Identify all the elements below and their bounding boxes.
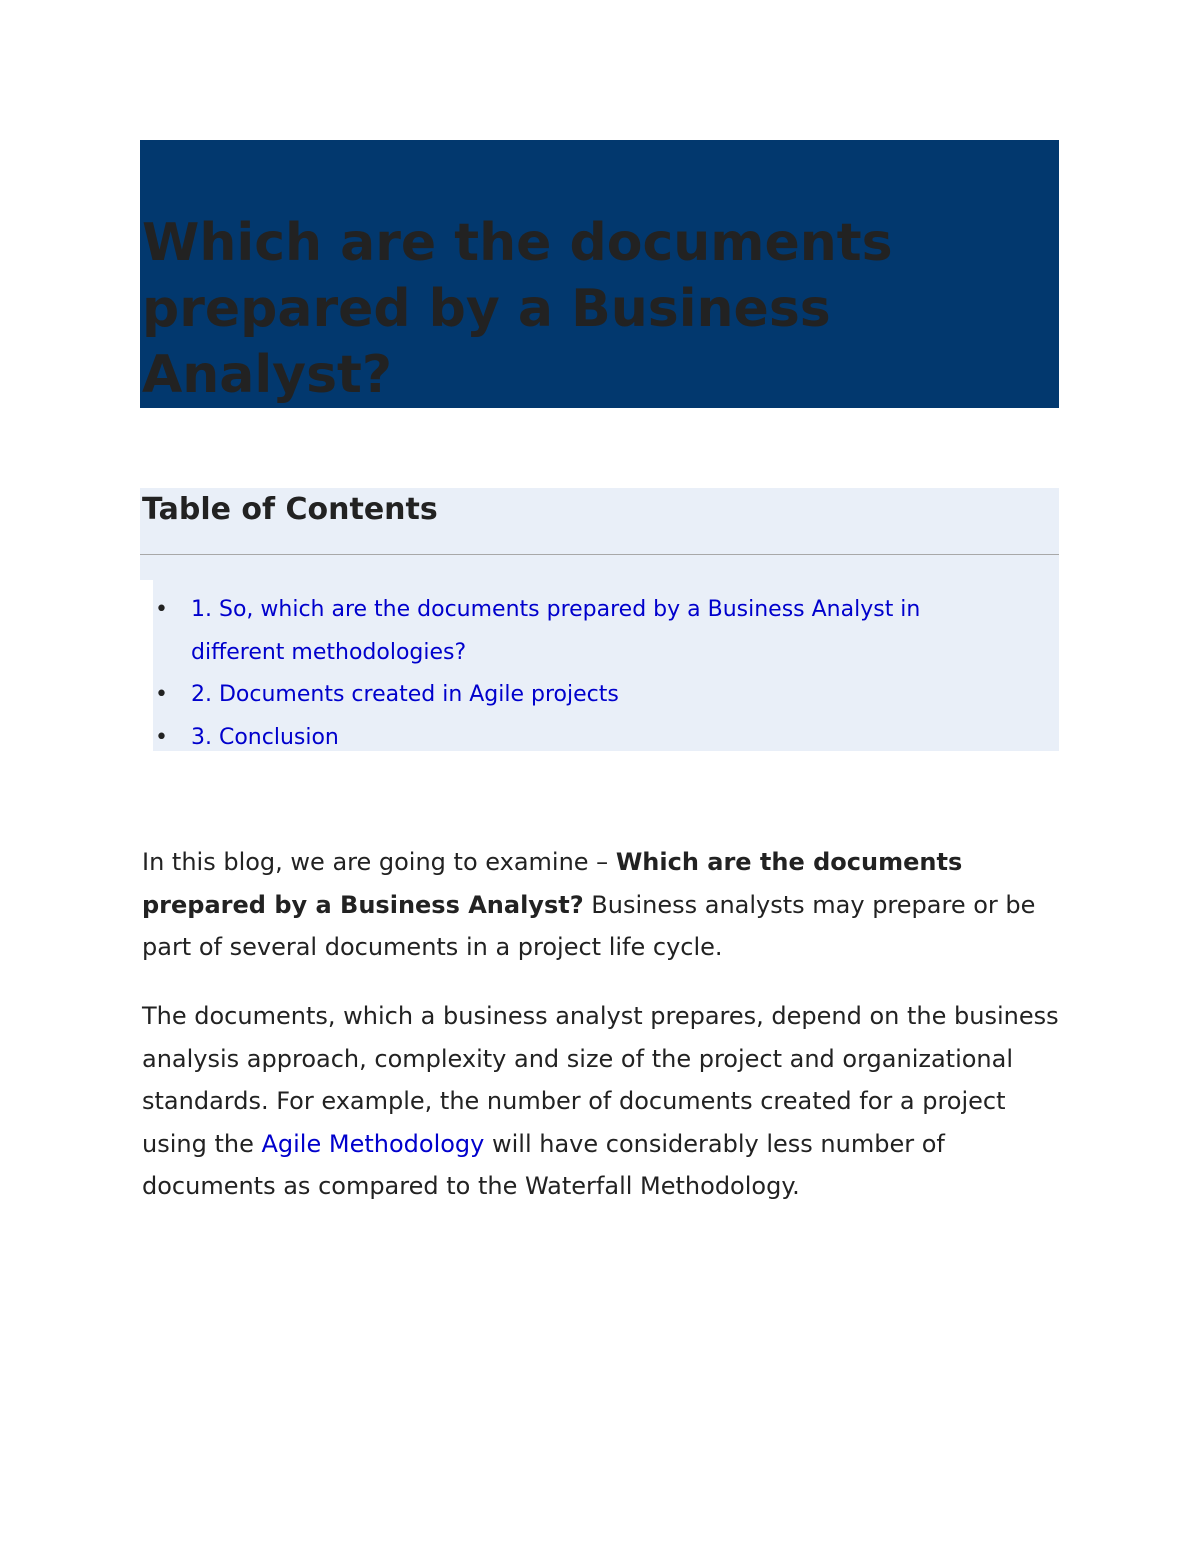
intro-lead: In this blog, we are going to examine – — [142, 848, 616, 876]
toc-item-3[interactable] — [140, 717, 1020, 760]
toc-item-2[interactable] — [140, 674, 1020, 717]
intro-paragraph — [142, 841, 1062, 969]
toc-divider — [140, 554, 1059, 555]
page-title: Which are the documents prepared by a Business Analyst? — [142, 213, 893, 405]
bullet-icon: • — [155, 724, 168, 750]
agile-methodology-link[interactable]: Agile Methodology — [261, 1129, 485, 1158]
toc-heading: Table of Contents — [142, 492, 438, 527]
toc-link-3[interactable]: 3. Conclusion — [191, 724, 339, 750]
documents-paragraph — [142, 995, 1062, 1208]
toc-link-1[interactable]: 1. So, which are the documents prepared by a Business Analyst in different methodologies? — [191, 597, 921, 665]
bullet-icon: • — [155, 682, 168, 707]
table-of-contents — [140, 488, 1059, 751]
toc-link-2[interactable]: 2. Documents created in Agile projects — [191, 682, 619, 707]
toc-item-1[interactable] — [140, 589, 1020, 674]
para2-before-link: The documents, which a business analyst prepares, depend on the business analysis approach, complexity and size of the project and organizational standards. For example, the number of documents created for a project using the — [142, 1002, 1059, 1158]
intro-bold-question: Which are the documents prepared by a Business Analyst? — [142, 848, 963, 919]
bullet-icon: • — [155, 597, 168, 622]
intro-rest: Business analysts may prepare or be part of several documents in a project life cycle. — [142, 890, 1036, 961]
para2-after-link: will have considerably less number of documents as compared to the Waterfall Methodology. — [142, 1129, 945, 1200]
toc-list — [140, 589, 1020, 759]
